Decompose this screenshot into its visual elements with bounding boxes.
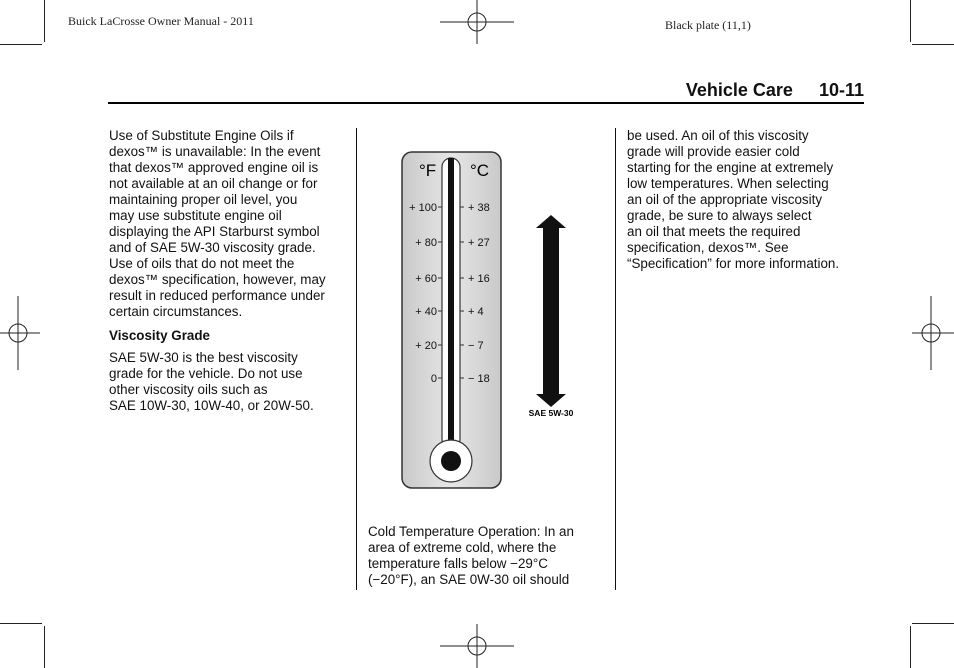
fahrenheit-unit-label: °F — [419, 161, 437, 180]
section-title: Vehicle Care — [685, 80, 793, 100]
column-divider-2 — [615, 128, 616, 590]
cold-temperature-paragraph: Cold Temperature Operation: In an area of extreme cold, where the temperature falls below −29°C (−20°F), an SAE 0W-30 oil should — [368, 524, 574, 587]
page-number: 10-11 — [818, 80, 864, 100]
viscosity-continued-paragraph: be used. An oil of this viscosity grade will provide easier cold starting for the engine at extremely low temperatures. When selecting an oil of the appropriate viscosity grade, be sure to always select an oil that meets the required specification, dexos™. See “Specification” for more information. — [627, 128, 840, 271]
fahrenheit-label: 0 — [430, 373, 437, 385]
celsius-label: − 7 — [468, 340, 484, 352]
celsius-label: + 4 — [468, 306, 484, 318]
fahrenheit-label: + 100 — [409, 202, 437, 214]
column-2 — [368, 524, 608, 596]
fahrenheit-label: + 60 — [415, 273, 437, 285]
celsius-label: − 18 — [468, 373, 490, 385]
substitute-oils-paragraph: Use of Substitute Engine Oils if dexos™ is unavailable: In the event that dexos™ approved engine oil is not available at an oil change or for maintaining proper oil level, you may use substitute engine oil displaying the API Starburst symbol and of SAE 5W-30 viscosity grade. Use of oils that do not meet the dexos™ specification, however, may result in reduced performance under certain circumstances. — [109, 128, 326, 319]
header-rule — [108, 102, 864, 104]
viscosity-range-arrow — [536, 215, 566, 407]
registration-mark-bottom — [440, 624, 514, 668]
section-header — [686, 80, 864, 101]
celsius-label: + 38 — [468, 202, 490, 214]
arrow-label: SAE 5W-30 — [528, 408, 574, 418]
viscosity-grade-heading: Viscosity Grade — [109, 328, 210, 343]
column-divider-1 — [356, 128, 357, 590]
viscosity-thermometer-figure — [396, 148, 586, 494]
celsius-label: + 27 — [468, 237, 490, 249]
fahrenheit-label: + 20 — [415, 340, 437, 352]
running-header-left: Buick LaCrosse Owner Manual - 2011 — [68, 14, 254, 28]
celsius-label: + 16 — [468, 273, 490, 285]
registration-mark-top — [440, 0, 514, 46]
viscosity-grade-paragraph: SAE 5W-30 is the best viscosity grade for the vehicle. Do not use other viscosity oils such as SAE 10W-30, 10W-40, or 20W-50. — [109, 350, 314, 413]
running-header-right: Black plate (11,1) — [665, 18, 751, 32]
registration-mark-left — [0, 296, 40, 370]
fahrenheit-label: + 40 — [415, 306, 437, 318]
column-1 — [109, 128, 351, 422]
celsius-unit-label: °C — [470, 161, 490, 180]
fahrenheit-label: + 80 — [415, 237, 437, 249]
column-3 — [627, 128, 867, 280]
registration-mark-right — [912, 296, 954, 370]
